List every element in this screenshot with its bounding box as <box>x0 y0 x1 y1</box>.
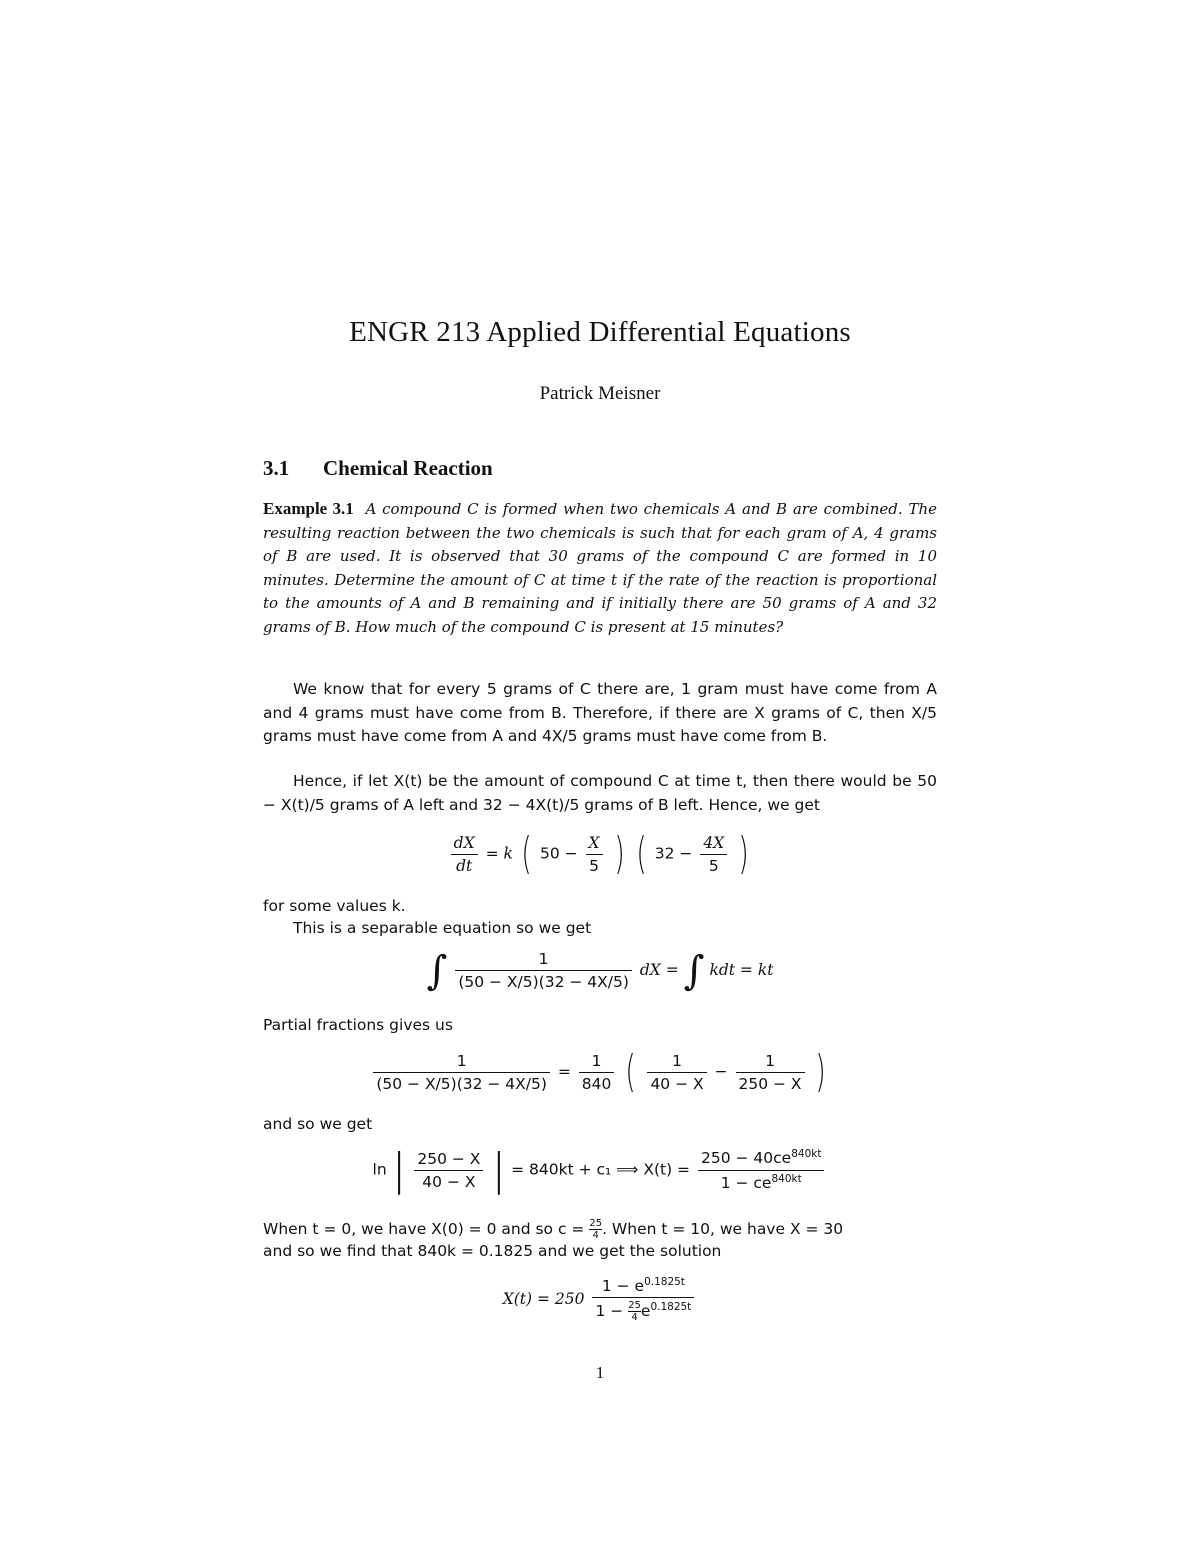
example-label: Example 3.1 <box>263 499 354 518</box>
section-heading <box>263 456 493 481</box>
equation-log-solution: ln | $\frac{250 - X}{40 - X}$ | = 840kt + c₁ ⟹ X(t) = $\frac{250 - 40ce^{840kt}}{1 - ce^{840kt}}$ <box>0 1148 1200 1192</box>
right-paren: ) <box>738 828 749 879</box>
integral-sign: ∫ <box>683 947 705 994</box>
left-paren: ( <box>521 828 532 879</box>
equation-final-solution: X(t) = 250 $1 - e^{0.1825t}$ 1 − $\frac{25}{4}$ $e^{0.1825t}$ <box>0 1276 1200 1323</box>
fraction-dxdt: $\frac{dX}{dt}$ <box>451 834 478 875</box>
text-for-some-k: for some values k. <box>263 897 406 915</box>
example-text: A compound C is formed when two chemicals A and B are combined. The resulting reaction between the two chemicals is such that for each gram of A, 4 grams of B are used. It is observed that 30 grams of the compound C are formed in 10 minutes. Determine the amount of C at time t if the rate of the reaction is proportional to the amounts of A and B remaining and if initially there are 50 grams of A and 32 grams of B. How much of the compound C is present at 15 minutes? <box>263 500 938 636</box>
section-number: 3.1 <box>263 456 290 480</box>
text-separable: This is a separable equation so we get <box>293 919 592 937</box>
integral-sign: ∫ <box>426 947 448 994</box>
equation-integral: ∫ $\frac{1}{(50 - X/5)(32 - 4X/5)}$ dX = ∫ kdt = kt <box>426 947 774 994</box>
page-number: 1 <box>595 1363 605 1382</box>
text-find-k: and so we find that 840k = 0.1825 and we get the solution <box>263 1242 722 1260</box>
paragraph-1: We know that for every 5 grams of C there are, 1 gram must have come from A and 4 grams must have come from B. Therefore, if there are X grams of C, then X/5 grams must have come from A and 4X/5 grams must have come from B. <box>263 680 937 745</box>
example-block <box>263 497 937 639</box>
equation-rate: $\frac{dX}{dt}$ = k ( 50 − $\frac{X}{5}$ ) ( 32 − $\frac{4X}{5}$ ) <box>0 832 1200 876</box>
section-title: Chemical Reaction <box>323 456 493 480</box>
right-paren: ) <box>613 828 625 879</box>
equation-partial-fractions: $\frac{1}{(50 - X/5)(32 - 4X/5)}$ = $\frac{1}{840}$ ( $\frac{1}{40 - X}$ − $\frac{1}{250 - X}$ ) <box>0 1050 1200 1094</box>
text-and-so-we-get: and so we get <box>263 1115 373 1133</box>
left-paren: ( <box>636 828 647 879</box>
paragraph-2: Hence, if let X(t) be the amount of compound C at time t, then there would be 50 − X(t)/5 grams of A left and 32 − 4X(t)/5 grams of B left. Hence, we get <box>263 772 937 814</box>
document-title: ENGR 213 Applied Differential Equations <box>349 316 851 348</box>
text-partial-fractions: Partial fractions gives us <box>263 1016 453 1034</box>
document-author: Patrick Meisner <box>539 383 661 404</box>
text-initial-condition: When t = 0, we have X(0) = 0 and so c = $\frac{25}{4}$ . When t = 10, we have X = 30 <box>263 1218 844 1241</box>
